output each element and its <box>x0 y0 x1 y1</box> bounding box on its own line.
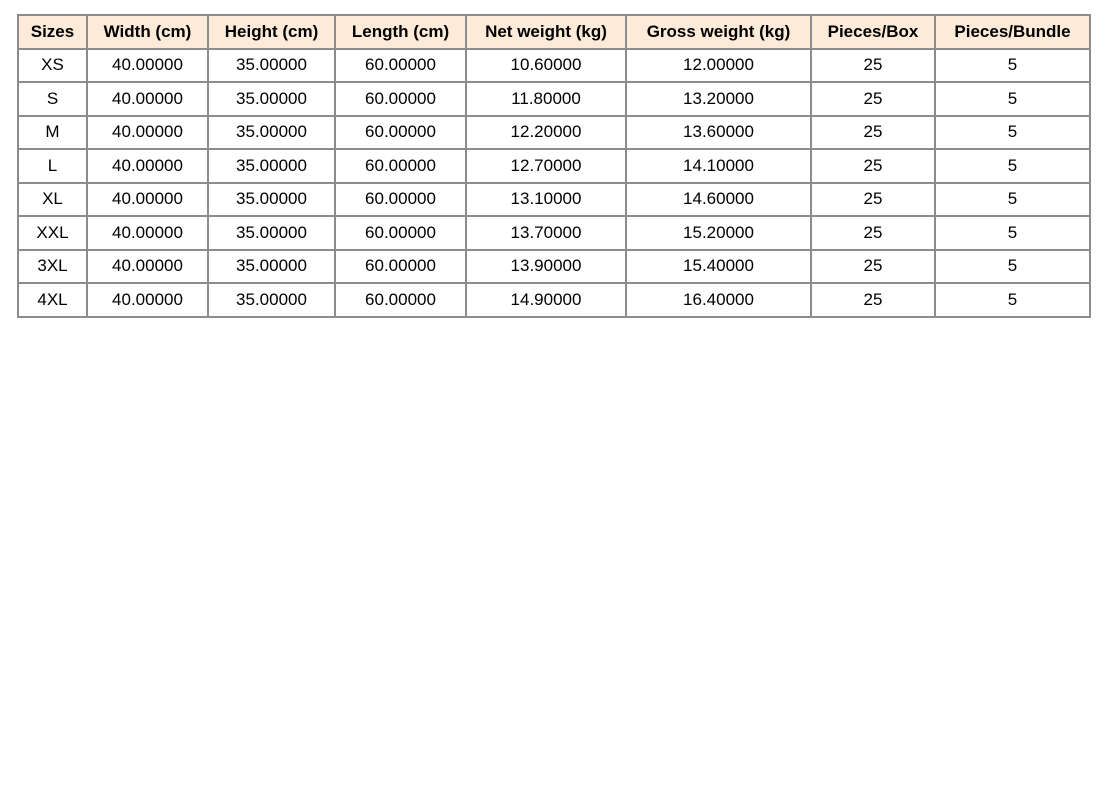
cell-pieces-box: 25 <box>811 283 935 317</box>
cell-pieces-box: 25 <box>811 216 935 250</box>
cell-height: 35.00000 <box>208 49 335 83</box>
table-header-row <box>18 15 1090 49</box>
cell-net-weight: 13.10000 <box>466 183 626 217</box>
table-row <box>18 49 1090 83</box>
cell-pieces-bundle: 5 <box>935 82 1090 116</box>
header-length: Length (cm) <box>335 15 466 49</box>
cell-size: 4XL <box>18 283 87 317</box>
cell-net-weight: 14.90000 <box>466 283 626 317</box>
cell-width: 40.00000 <box>87 82 208 116</box>
cell-height: 35.00000 <box>208 82 335 116</box>
cell-pieces-bundle: 5 <box>935 149 1090 183</box>
cell-net-weight: 11.80000 <box>466 82 626 116</box>
cell-height: 35.00000 <box>208 250 335 284</box>
cell-height: 35.00000 <box>208 216 335 250</box>
table-row <box>18 216 1090 250</box>
cell-gross-weight: 16.40000 <box>626 283 811 317</box>
header-sizes: Sizes <box>18 15 87 49</box>
cell-width: 40.00000 <box>87 216 208 250</box>
cell-net-weight: 12.20000 <box>466 116 626 150</box>
cell-length: 60.00000 <box>335 250 466 284</box>
cell-length: 60.00000 <box>335 149 466 183</box>
header-height: Height (cm) <box>208 15 335 49</box>
table-row <box>18 283 1090 317</box>
cell-size: L <box>18 149 87 183</box>
cell-length: 60.00000 <box>335 49 466 83</box>
header-pieces-bundle: Pieces/Bundle <box>935 15 1090 49</box>
cell-gross-weight: 14.60000 <box>626 183 811 217</box>
cell-size: S <box>18 82 87 116</box>
cell-size: XL <box>18 183 87 217</box>
cell-length: 60.00000 <box>335 183 466 217</box>
cell-size: M <box>18 116 87 150</box>
cell-length: 60.00000 <box>335 82 466 116</box>
cell-width: 40.00000 <box>87 149 208 183</box>
cell-net-weight: 12.70000 <box>466 149 626 183</box>
cell-net-weight: 10.60000 <box>466 49 626 83</box>
size-table-container <box>17 14 1091 318</box>
cell-width: 40.00000 <box>87 250 208 284</box>
cell-length: 60.00000 <box>335 116 466 150</box>
cell-pieces-bundle: 5 <box>935 183 1090 217</box>
cell-pieces-box: 25 <box>811 149 935 183</box>
cell-pieces-bundle: 5 <box>935 49 1090 83</box>
cell-pieces-box: 25 <box>811 116 935 150</box>
size-specification-table <box>17 14 1091 318</box>
cell-pieces-box: 25 <box>811 82 935 116</box>
cell-width: 40.00000 <box>87 183 208 217</box>
cell-gross-weight: 15.40000 <box>626 250 811 284</box>
cell-length: 60.00000 <box>335 283 466 317</box>
cell-pieces-bundle: 5 <box>935 283 1090 317</box>
cell-length: 60.00000 <box>335 216 466 250</box>
cell-gross-weight: 15.20000 <box>626 216 811 250</box>
cell-pieces-bundle: 5 <box>935 116 1090 150</box>
cell-height: 35.00000 <box>208 283 335 317</box>
cell-pieces-bundle: 5 <box>935 216 1090 250</box>
table-row <box>18 250 1090 284</box>
cell-gross-weight: 14.10000 <box>626 149 811 183</box>
table-row <box>18 116 1090 150</box>
table-row <box>18 82 1090 116</box>
cell-pieces-box: 25 <box>811 183 935 217</box>
cell-width: 40.00000 <box>87 49 208 83</box>
cell-net-weight: 13.70000 <box>466 216 626 250</box>
header-gross-weight: Gross weight (kg) <box>626 15 811 49</box>
cell-gross-weight: 12.00000 <box>626 49 811 83</box>
cell-pieces-box: 25 <box>811 250 935 284</box>
cell-height: 35.00000 <box>208 149 335 183</box>
cell-width: 40.00000 <box>87 116 208 150</box>
cell-size: XS <box>18 49 87 83</box>
cell-width: 40.00000 <box>87 283 208 317</box>
cell-height: 35.00000 <box>208 116 335 150</box>
cell-gross-weight: 13.20000 <box>626 82 811 116</box>
cell-size: XXL <box>18 216 87 250</box>
table-row <box>18 183 1090 217</box>
cell-net-weight: 13.90000 <box>466 250 626 284</box>
header-net-weight: Net weight (kg) <box>466 15 626 49</box>
cell-height: 35.00000 <box>208 183 335 217</box>
cell-pieces-box: 25 <box>811 49 935 83</box>
header-width: Width (cm) <box>87 15 208 49</box>
cell-size: 3XL <box>18 250 87 284</box>
cell-pieces-bundle: 5 <box>935 250 1090 284</box>
table-row <box>18 149 1090 183</box>
cell-gross-weight: 13.60000 <box>626 116 811 150</box>
header-pieces-box: Pieces/Box <box>811 15 935 49</box>
